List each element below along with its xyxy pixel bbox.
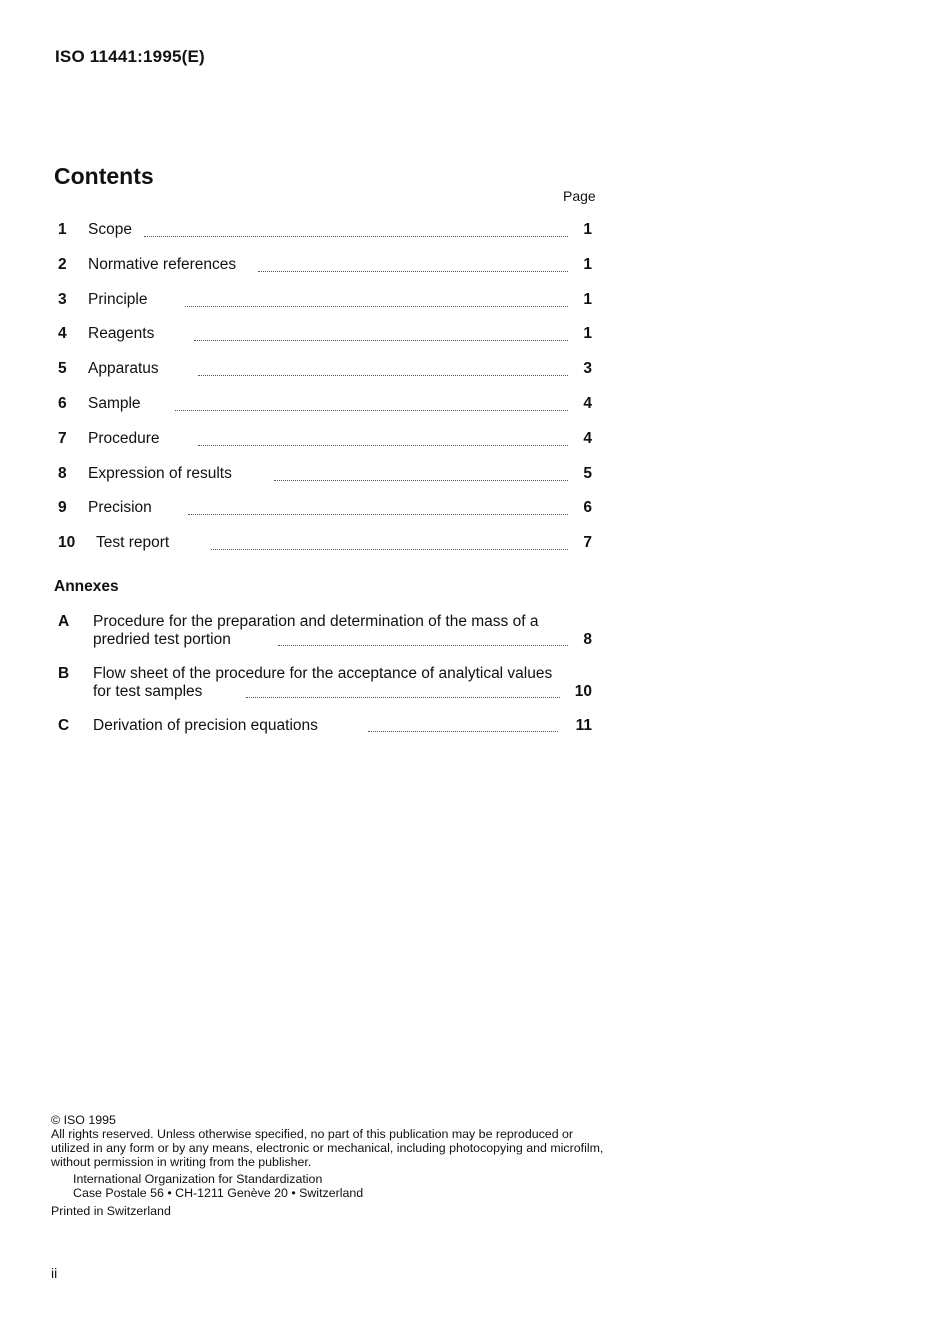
toc-entry-page: 1 <box>583 290 592 308</box>
dot-leader <box>185 302 568 307</box>
toc-entry-scope[interactable] <box>58 221 594 256</box>
dot-leader <box>211 545 568 550</box>
toc-entry-label: Test report <box>96 534 170 552</box>
toc-entry-reagents[interactable] <box>58 325 594 360</box>
toc-entry-expression-of-results[interactable] <box>58 465 594 500</box>
toc-annex-a[interactable] <box>58 613 594 649</box>
rights-reserved-text: All rights reserved. Unless otherwise specified, no part of this publication may be reproduced or utilized in any form or by any means, electronic or mechanical, including photocopying and microfilm, without permission in writing from the publisher. <box>51 1127 604 1169</box>
page-number: ii <box>51 1265 58 1281</box>
annex-page: 11 <box>575 717 592 734</box>
toc-entry-page: 7 <box>583 534 592 552</box>
annex-title-line1: Flow sheet of the procedure for the acceptance of analytical values <box>93 665 553 682</box>
toc-entry-page: 1 <box>583 325 592 343</box>
toc-entry-principle[interactable] <box>58 291 594 326</box>
table-of-contents <box>58 221 594 569</box>
dot-leader <box>175 406 568 411</box>
toc-entry-normative-references[interactable] <box>58 256 594 291</box>
toc-entry-number: 7 <box>58 429 67 447</box>
toc-entry-number: 10 <box>58 534 76 552</box>
annex-page: 10 <box>574 682 592 700</box>
dot-leader <box>274 476 568 481</box>
annex-letter: C <box>58 717 70 734</box>
dot-leader <box>246 693 560 698</box>
toc-entry-label: Principle <box>88 290 148 308</box>
page-title: Contents <box>54 163 154 189</box>
toc-entry-label: Expression of results <box>88 464 232 482</box>
toc-entry-label: Sample <box>88 394 141 412</box>
toc-entry-page: 1 <box>583 221 592 238</box>
annex-letter: A <box>58 613 70 630</box>
toc-entry-number: 5 <box>58 360 67 378</box>
toc-entry-label: Procedure <box>88 429 160 447</box>
copyright-notice <box>51 1113 611 1218</box>
annex-title-line2: for test samples <box>93 682 203 700</box>
dot-leader <box>368 727 558 732</box>
annexes-heading: Annexes <box>54 578 119 595</box>
dot-leader <box>194 336 568 341</box>
toc-entry-label: Apparatus <box>88 360 159 378</box>
toc-entry-number: 4 <box>58 325 67 343</box>
toc-entry-number: 6 <box>58 394 67 412</box>
dot-leader <box>144 232 568 237</box>
dot-leader <box>278 641 568 646</box>
dot-leader <box>188 510 568 515</box>
toc-entry-procedure[interactable] <box>58 430 594 465</box>
toc-entry-page: 3 <box>583 360 592 378</box>
dot-leader <box>258 267 568 272</box>
annex-letter: B <box>58 665 70 682</box>
toc-entry-page: 5 <box>583 464 592 482</box>
annex-title-line2: predried test portion <box>93 630 231 648</box>
toc-entry-precision[interactable] <box>58 499 594 534</box>
annex-title-line1: Derivation of precision equations <box>93 717 318 734</box>
toc-entry-number: 3 <box>58 290 67 308</box>
page-column-heading: Page <box>563 188 596 204</box>
toc-entry-label: Normative references <box>88 255 237 273</box>
copyright-line: © ISO 1995 <box>51 1113 116 1127</box>
organization-address: Case Postale 56 • CH-1211 Genève 20 • Switzerland <box>73 1186 364 1200</box>
toc-entry-label: Scope <box>88 221 132 238</box>
toc-entry-test-report[interactable] <box>58 534 594 569</box>
toc-entry-number: 9 <box>58 499 67 517</box>
toc-entry-number: 8 <box>58 464 67 482</box>
toc-entry-number: 1 <box>58 221 67 238</box>
toc-entry-page: 6 <box>583 499 592 517</box>
toc-entry-label: Precision <box>88 499 152 517</box>
toc-entry-page: 4 <box>583 394 592 412</box>
toc-entry-page: 1 <box>583 255 592 273</box>
dot-leader <box>198 441 568 446</box>
toc-entry-page: 4 <box>583 429 592 447</box>
toc-entry-label: Reagents <box>88 325 155 343</box>
toc-annex-b[interactable] <box>58 665 594 701</box>
printed-in: Printed in Switzerland <box>51 1204 171 1218</box>
toc-annex-c[interactable] <box>58 717 594 737</box>
toc-entry-number: 2 <box>58 255 67 273</box>
annex-title-line1: Procedure for the preparation and determination of the mass of a <box>93 613 539 630</box>
toc-entry-sample[interactable] <box>58 395 594 430</box>
organization-name: International Organization for Standardization <box>73 1172 323 1186</box>
annex-page: 8 <box>583 630 592 648</box>
dot-leader <box>198 371 568 376</box>
toc-entry-apparatus[interactable] <box>58 360 594 395</box>
document-id: ISO 11441:1995(E) <box>55 47 205 66</box>
